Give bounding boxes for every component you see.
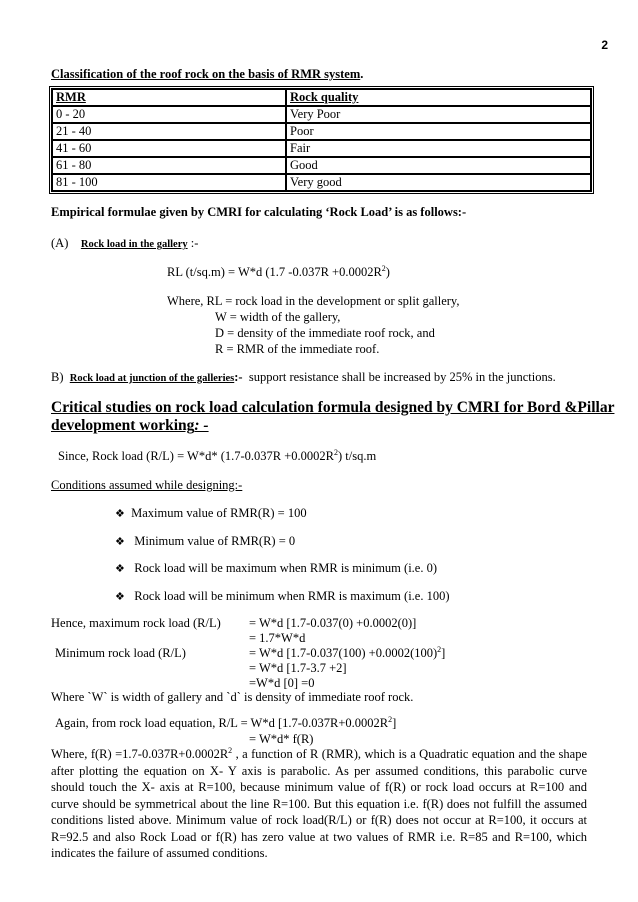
table-cell-quality: Poor	[286, 123, 591, 140]
list-item: ❖ Rock load will be maximum when RMR is minimum (i.e. 0)	[115, 561, 438, 575]
table-header-rock-quality: Rock quality	[286, 89, 591, 106]
again-eq-line1: Again, from rock load equation, R/L = W*d $[1.7-0.037R+0.0002R^2]$	[55, 714, 397, 730]
table-row	[52, 123, 591, 140]
table-header-row	[52, 89, 591, 106]
diamond-bullet-icon: ❖	[115, 563, 125, 575]
section-b-text: support resistance shall be increased by 25% in the junctions.	[248, 370, 556, 384]
list-item: ❖ Rock load will be minimum when RMR is maximum (i.e. 100)	[115, 589, 450, 603]
table-row	[52, 157, 591, 174]
list-item: ❖ Maximum value of RMR(R) = 100	[115, 506, 307, 520]
critical-heading-line2: development working: -	[51, 417, 209, 434]
since-formula: Since, Rock load (R/L) = W*d* $(1.7-0.037R +0.0002R^2)$ t/sq.m	[58, 447, 377, 463]
max-eq-line2: = 1.7*W*d	[249, 631, 306, 645]
section-b-marker: B)	[51, 370, 64, 384]
table-cell-quality: Fair	[286, 140, 591, 157]
table-row	[52, 106, 591, 123]
rl-formula: RL (t/sq.m) = W*d (1.7 $-0.037R +0.0002R^2$)	[167, 263, 390, 279]
where-line-d: D = density of the immediate roof rock, and	[215, 326, 435, 340]
table-cell-rmr: 0 - 20	[52, 106, 286, 123]
where-line-rl: Where, RL = rock load in the development or split gallery,	[167, 294, 460, 308]
where-line-w: W = width of the gallery,	[215, 310, 341, 324]
conditions-heading: Conditions assumed while designing:-	[51, 478, 243, 492]
table-cell-rmr: 81 - 100	[52, 174, 286, 191]
empirical-heading: Empirical formulae given by CMRI for calculating ‘Rock Load’ is as follows:-	[51, 205, 467, 219]
section-a-heading	[51, 236, 198, 251]
table-cell-rmr: 61 - 80	[52, 157, 286, 174]
min-eq-line2: = W*d [1.7-3.7 +2]	[249, 661, 347, 675]
table-cell-rmr: 41 - 60	[52, 140, 286, 157]
critical-heading-line1: Critical studies on rock load calculation formula designed by CMRI for Bord &Pillar	[51, 399, 615, 416]
table-row	[52, 174, 591, 191]
min-eq-line1: = W*d $[1.7-0.037(100) +0.0002(100)^2]$	[249, 644, 446, 660]
table-cell-rmr: 21 - 40	[52, 123, 286, 140]
page-number: 2	[601, 38, 608, 52]
final-paragraph: Where, $f(R) =1.7-0.037R+0.0002R^2$ , a function of R (RMR), which is a Quadratic equation and the shape after plotting the equation on X- Y axis is parabolic. As per assumed conditions, this parabolic curve should touch the X- axis at R=100, because minimum value of f(R) or rock load occurs at R=100 and curve should be symmetrical about the line R=100. But this equation i.e. f(R) does not fulfill the assumed conditions listed above. Minimum value of rock load(R/L) or f(R) does not occur at R=100, it occurs at R=92.5 and also Rock Load or f(R) has zero value at two values of RMR i.e. R=85 and R=100, which indicates the failure of assumed conditions.	[51, 745, 587, 860]
table-cell-quality: Very good	[286, 174, 591, 191]
again-eq-line2: = W*d* f(R)	[249, 732, 314, 746]
table-header-rmr: RMR	[52, 89, 286, 106]
diamond-bullet-icon: ❖	[115, 591, 125, 603]
diamond-bullet-icon: ❖	[115, 536, 125, 548]
min-eq-line3: =W*d [0] =0	[249, 676, 315, 690]
section-a-suffix: :-	[190, 236, 199, 250]
max-eq-line1: = W*d [1.7-0.037(0) +0.0002(0)]	[249, 616, 417, 630]
section-a-marker: (A)	[51, 236, 69, 250]
classification-title: Classification of the roof rock on the basis of RMR system.	[51, 67, 364, 81]
list-item: ❖ Minimum value of RMR(R) = 0	[115, 534, 296, 548]
table-row	[52, 140, 591, 157]
section-b-suffix: :-	[234, 370, 243, 384]
table-cell-quality: Very Poor	[286, 106, 591, 123]
diamond-bullet-icon: ❖	[115, 508, 125, 520]
rmr-classification-table	[51, 88, 592, 192]
where-wd-line: Where `W` is width of gallery and `d` is density of immediate roof rock.	[51, 690, 414, 704]
table-cell-quality: Good	[286, 157, 591, 174]
section-b-title: Rock load at junction of the galleries	[69, 373, 235, 384]
section-a-title: Rock load in the gallery	[80, 239, 188, 250]
section-b	[51, 370, 556, 385]
min-rock-load-label: Minimum rock load (R/L)	[55, 646, 186, 660]
max-rock-load-label: Hence, maximum rock load (R/L)	[51, 616, 221, 630]
where-line-r: R = RMR of the immediate roof.	[215, 342, 380, 356]
